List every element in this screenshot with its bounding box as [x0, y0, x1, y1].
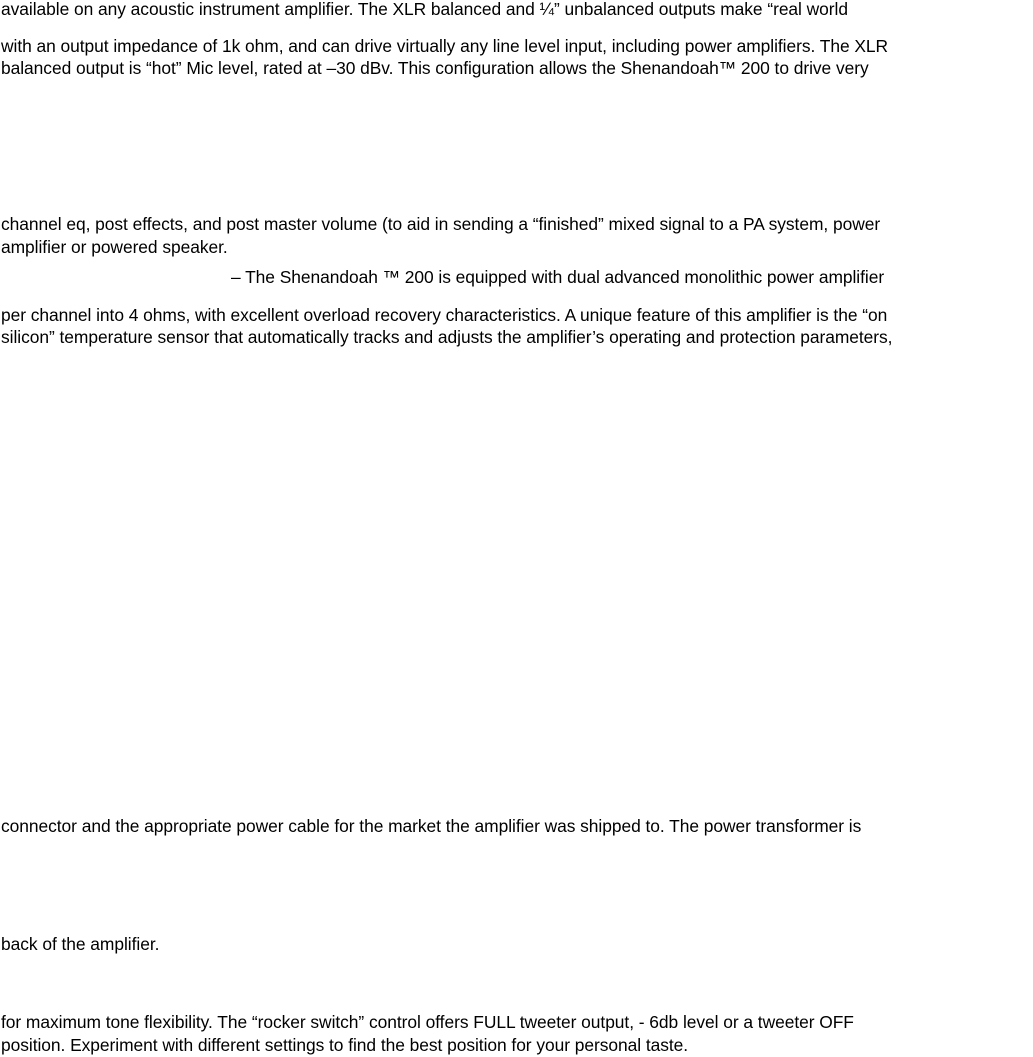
text-line: available on any acoustic instrument amplifier. The XLR balanced and ¼” unbalanced outputs make “real world	[1, 0, 848, 19]
text-line: position. Experiment with different settings to find the best position for your personal taste.	[1, 1035, 689, 1055]
text-line: with an output impedance of 1k ohm, and can drive virtually any line level input, including power amplifiers. The XLR	[1, 36, 889, 56]
text-line: – The Shenandoah ™ 200 is equipped with dual advanced monolithic power amplifier	[231, 267, 885, 287]
text-line: per channel into 4 ohms, with excellent overload recovery characteristics. A unique feature of this amplifier is the “on	[1, 305, 888, 325]
text-line: channel eq, post effects, and post master volume (to aid in sending a “finished” mixed signal to a PA system, power	[1, 214, 881, 234]
text-line: amplifier or powered speaker.	[1, 237, 228, 257]
text-line: silicon” temperature sensor that automatically tracks and adjusts the amplifier’s operating and protection parameters,	[1, 327, 893, 347]
text-line: back of the amplifier.	[1, 934, 160, 954]
text-line: balanced output is “hot” Mic level, rated at –30 dBv. This configuration allows the Shenandoah™ 200 to drive very	[1, 58, 869, 78]
text-line: for maximum tone flexibility. The “rocker switch” control offers FULL tweeter output, - 6db level or a tweeter OFF	[1, 1012, 854, 1032]
text-line: connector and the appropriate power cable for the market the amplifier was shipped to. The power transformer is	[1, 816, 862, 836]
